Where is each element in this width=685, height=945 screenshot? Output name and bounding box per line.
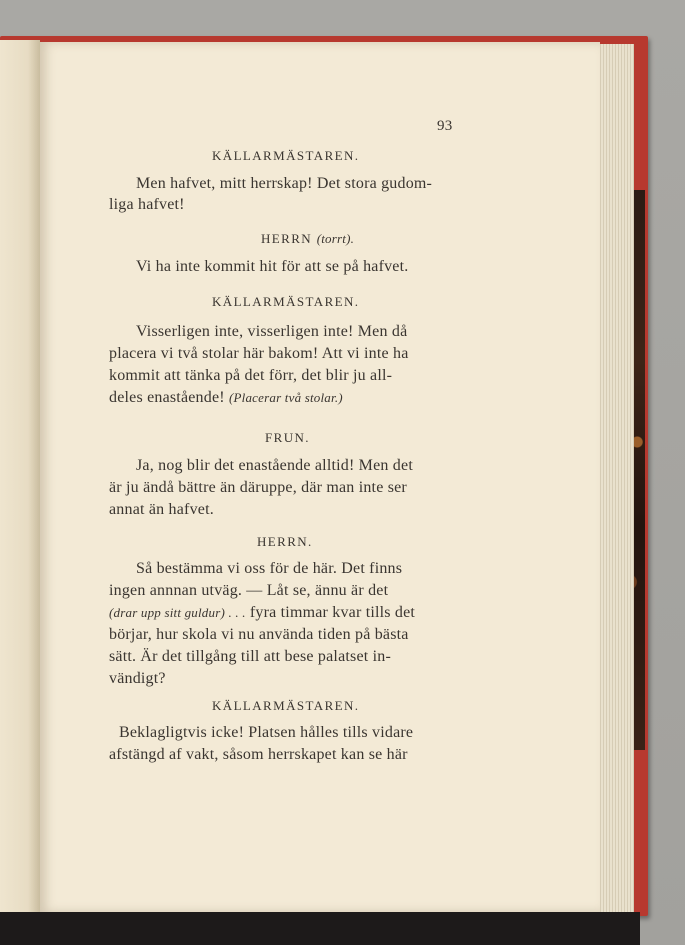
- speech-line: Visserligen inte, visserligen inte! Men då: [136, 323, 408, 340]
- speaker-label: FRUN.: [265, 430, 310, 445]
- speech-line: kommit att tänka på det förr, det blir ju all-: [109, 367, 393, 384]
- speech-line: vändigt?: [109, 670, 166, 687]
- speech-text: fyra timmar kvar tills det: [249, 604, 416, 621]
- speech-line: Ja, nog blir det enastående alltid! Men det: [136, 457, 413, 474]
- speaker-label: KÄLLARMÄSTAREN.: [212, 294, 360, 309]
- speech-line: [109, 602, 415, 623]
- speaker-label: KÄLLARMÄSTAREN.: [212, 148, 360, 163]
- speech-line: Men hafvet, mitt herrskap! Det stora gudom-: [136, 175, 433, 192]
- speech-line: ingen annnan utväg. — Låt se, ännu är det: [109, 582, 389, 599]
- stage-direction: (drar upp sitt guldur) . . .: [109, 605, 246, 620]
- speech-line: sätt. Är det tillgång till att bese palatset in-: [109, 648, 391, 665]
- speech-line: Så bestämma vi oss för de här. Det finns: [136, 560, 403, 577]
- stage-direction: (Placerar två stolar.): [229, 390, 343, 405]
- speech-text: deles enastående!: [109, 389, 225, 406]
- speaker-label: [261, 228, 354, 249]
- speech-line: börjar, hur skola vi nu använda tiden på bästa: [109, 626, 409, 643]
- speech-line: liga hafvet!: [109, 196, 185, 213]
- speech-line: Beklagligtvis icke! Platsen hålles tills vidare: [119, 724, 414, 741]
- speech-line: afstängd af vakt, såsom herrskapet kan se här: [109, 746, 408, 763]
- speech-line: Vi ha inte kommit hit för att se på hafvet.: [136, 258, 409, 275]
- speaker-label: KÄLLARMÄSTAREN.: [212, 698, 360, 713]
- speech-line: annat än hafvet.: [109, 501, 214, 518]
- bottom-band: [0, 912, 640, 945]
- speech-line: [109, 387, 343, 408]
- speaker-label: HERRN.: [257, 534, 313, 549]
- left-page: [0, 40, 40, 912]
- page-number: 93: [437, 118, 453, 134]
- speech-line: placera vi två stolar här bakom! Att vi inte ha: [109, 345, 409, 362]
- speaker-name: HERRN: [261, 231, 313, 246]
- speech-line: är ju ändå bättre än däruppe, där man inte ser: [109, 479, 407, 496]
- book-page: [40, 42, 600, 912]
- stage-direction: (torrt).: [316, 231, 355, 246]
- page-edges: [597, 44, 634, 912]
